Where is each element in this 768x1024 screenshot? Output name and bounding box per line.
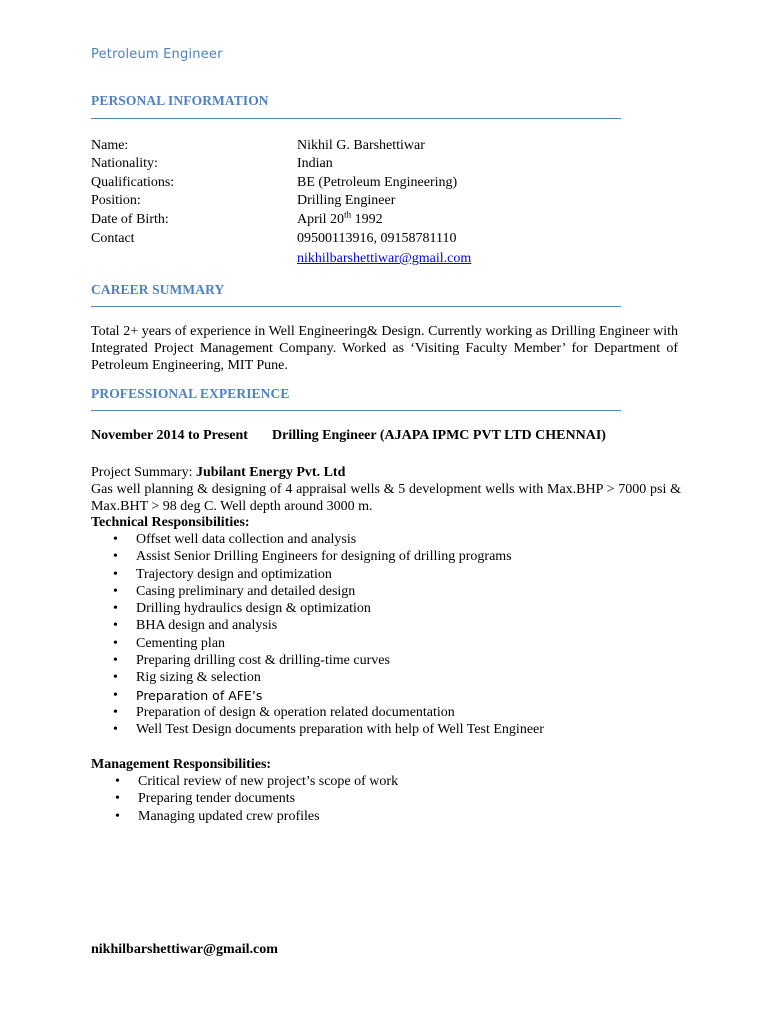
list-item-text: Cementing plan <box>136 635 226 651</box>
info-label: Nationality: <box>91 156 158 171</box>
list-item <box>91 652 691 669</box>
list-item <box>91 704 691 721</box>
technical-responsibilities-heading: Technical Responsibilities: <box>91 515 250 530</box>
list-item <box>91 808 691 825</box>
list-item <box>91 773 691 790</box>
info-row-name <box>91 137 651 155</box>
info-label: Position: <box>91 193 141 208</box>
project-name: Jubilant Energy Pvt. Ltd <box>196 465 346 480</box>
list-item-text: Drilling hydraulics design & optimization <box>136 601 371 617</box>
list-item-text: Managing updated crew profiles <box>138 808 320 824</box>
info-label: Qualifications: <box>91 175 175 190</box>
job-period: November 2014 to Present <box>91 428 248 443</box>
bullet-icon: • <box>115 774 120 789</box>
footer-email: nikhilbarshettiwar@gmail.com <box>91 942 278 957</box>
management-responsibilities-heading: Management Responsibilities: <box>91 757 272 772</box>
list-item <box>91 600 691 617</box>
bullet-icon: • <box>113 566 118 582</box>
bullet-icon: • <box>113 687 118 703</box>
career-summary-heading: CAREER SUMMARY <box>91 282 225 297</box>
dob-year: 1992 <box>351 212 383 227</box>
list-item-text: Preparation of design & operation related documentation <box>136 704 455 720</box>
project-summary-label: Project Summary: <box>91 465 196 480</box>
list-item-text: BHA design and analysis <box>136 618 278 634</box>
list-item-text: Preparing drilling cost & drilling-time curves <box>136 653 390 669</box>
list-item-text: Preparing tender documents <box>138 791 296 807</box>
list-item <box>91 583 691 600</box>
list-item-text: Critical review of new project’s scope of work <box>138 774 399 789</box>
list-item-text: Well Test Design documents preparation with help of Well Test Engineer <box>136 722 544 738</box>
bullet-icon: • <box>113 653 118 669</box>
info-row-qualifications <box>91 174 651 192</box>
bullet-icon: • <box>115 808 120 824</box>
personal-info-heading: PERSONAL INFORMATION <box>91 93 269 108</box>
info-value: Drilling Engineer <box>297 193 396 208</box>
list-item <box>91 790 691 807</box>
list-item <box>91 669 691 686</box>
list-item <box>91 721 691 738</box>
list-item-text: Rig sizing & selection <box>136 670 261 686</box>
bullet-icon: • <box>113 583 118 599</box>
list-item <box>91 617 691 634</box>
list-item <box>91 687 691 704</box>
dob-text: April 20 <box>297 212 345 227</box>
info-value: Nikhil G. Barshettiwar <box>297 138 425 153</box>
bullet-icon: • <box>113 635 118 651</box>
bullet-icon: • <box>113 670 118 686</box>
info-label: Date of Birth: <box>91 212 169 227</box>
email-link[interactable]: nikhilbarshettiwar@gmail.com <box>297 251 472 266</box>
bullet-icon: • <box>113 722 118 738</box>
info-row-contact <box>91 230 651 248</box>
info-value <box>297 211 383 229</box>
list-item <box>91 635 691 652</box>
bullet-icon: • <box>113 549 118 565</box>
professional-experience-heading: PROFESSIONAL EXPERIENCE <box>91 386 290 401</box>
info-label: Contact <box>91 231 135 246</box>
info-label: Name: <box>91 138 129 153</box>
info-value: Indian <box>297 156 333 171</box>
list-item-text: Preparation of AFE’s <box>136 687 263 703</box>
job-title: Drilling Engineer (AJAPA IPMC PVT LTD CHENNAI) <box>272 428 606 443</box>
project-summary <box>91 464 678 481</box>
project-description: Gas well planning & designing of 4 appraisal wells & 5 development wells with Max.BHP > 7000 psi & Max.BHT > 98 deg C. Well depth around 3000 m. <box>91 482 681 514</box>
section-divider <box>91 306 621 307</box>
list-item-text: Trajectory design and optimization <box>136 566 332 582</box>
info-value: 09500113916, 09158781110 <box>297 231 457 246</box>
info-value: BE (Petroleum Engineering) <box>297 175 458 190</box>
info-row-nationality <box>91 155 651 173</box>
job-header <box>91 428 606 444</box>
list-item <box>91 548 691 565</box>
list-item <box>91 566 691 583</box>
dob-ordinal: th <box>344 209 352 220</box>
list-item <box>91 531 691 548</box>
section-divider <box>91 118 621 119</box>
career-summary-text: Total 2+ years of experience in Well Engineering& Design. Currently working as Drilling Engineer with Integrated Project Management Company. Worked as ‘Visiting Faculty Member’ for Department of Petroleum Engineering, MIT Pune. <box>91 324 678 373</box>
info-row-email <box>91 250 651 268</box>
section-divider <box>91 410 621 411</box>
list-item-text: Offset well data collection and analysis <box>136 532 357 547</box>
management-responsibilities-list <box>91 773 691 825</box>
page-subtitle: Petroleum Engineer <box>91 47 223 62</box>
info-row-dob <box>91 211 651 229</box>
technical-responsibilities-list <box>91 531 691 739</box>
bullet-icon: • <box>113 532 118 547</box>
list-item-text: Assist Senior Drilling Engineers for designing of drilling programs <box>136 549 512 565</box>
list-item-text: Casing preliminary and detailed design <box>136 583 356 599</box>
info-row-position <box>91 192 651 210</box>
bullet-icon: • <box>113 704 118 720</box>
bullet-icon: • <box>113 618 118 634</box>
bullet-icon: • <box>113 601 118 617</box>
bullet-icon: • <box>115 791 120 807</box>
